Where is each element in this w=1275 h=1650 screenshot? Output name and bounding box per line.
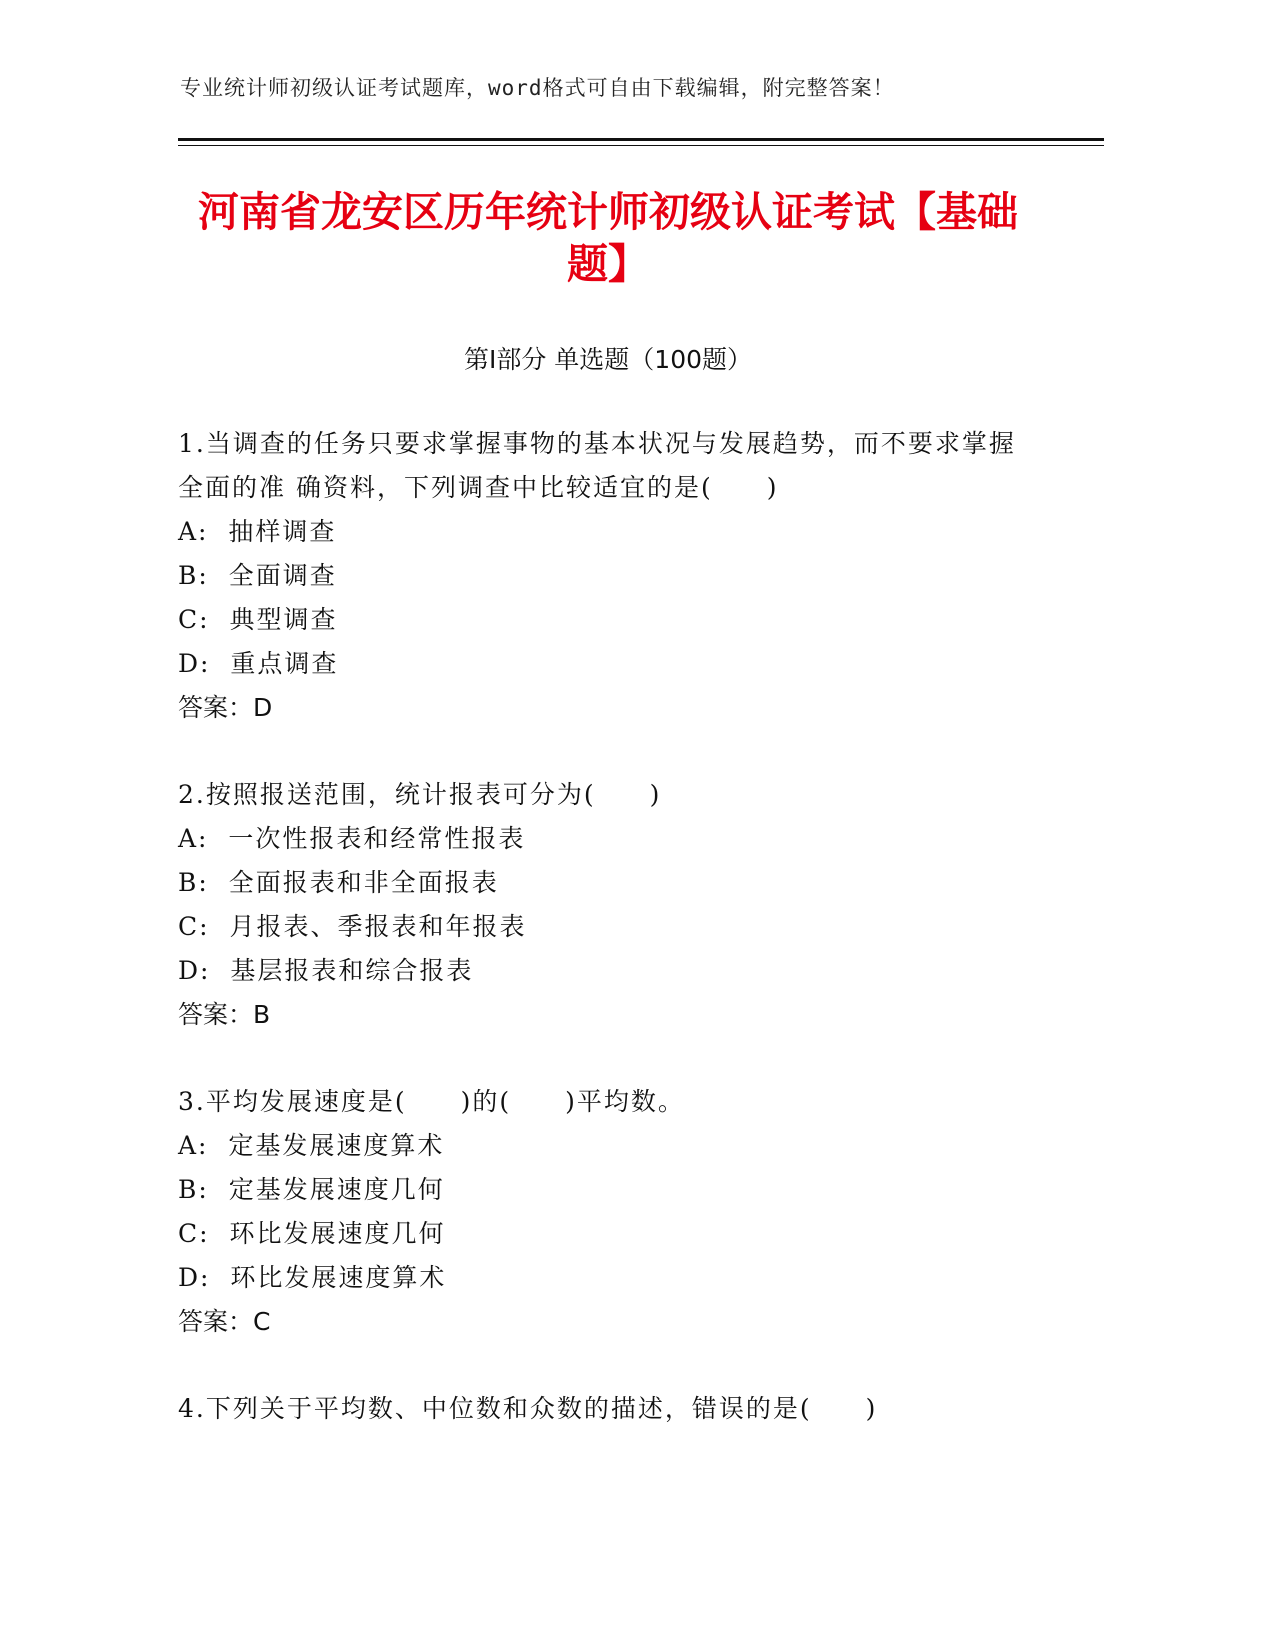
answer: 答案：C xyxy=(178,1307,271,1336)
header-rule-thin xyxy=(178,145,1104,146)
option-d: D: 基层报表和综合报表 xyxy=(178,956,474,985)
question-text: 2.按照报送范围，统计报表可分为( ) xyxy=(178,780,662,809)
option-c: C: 典型调查 xyxy=(178,605,338,634)
question-text: 3.平均发展速度是( )的( )平均数。 xyxy=(178,1087,685,1116)
question-1 xyxy=(178,422,1038,730)
option-a: A: 抽样调查 xyxy=(178,517,337,546)
page-header: 专业统计师初级认证考试题库，word格式可自由下载编辑，附完整答案！ xyxy=(180,76,895,100)
question-text: 1.当调查的任务只要求掌握事物的基本状况与发展趋势，而不要求掌握全面的准 确资料，下列调查中比较适宜的是( ) xyxy=(178,429,1016,502)
option-a: A: 一次性报表和经常性报表 xyxy=(178,824,526,853)
section-heading: 第Ⅰ部分 单选题（100题） xyxy=(463,345,753,374)
question-2 xyxy=(178,773,1038,1037)
answer: 答案：B xyxy=(178,1000,271,1029)
question-4 xyxy=(178,1387,1038,1431)
answer: 答案：D xyxy=(178,693,273,722)
option-b: B: 定基发展速度几何 xyxy=(178,1175,445,1204)
option-c: C: 环比发展速度几何 xyxy=(178,1219,446,1248)
question-3 xyxy=(178,1080,1038,1344)
option-b: B: 全面报表和非全面报表 xyxy=(178,868,499,897)
option-a: A: 定基发展速度算术 xyxy=(178,1131,445,1160)
option-d: D: 环比发展速度算术 xyxy=(178,1263,447,1292)
option-b: B: 全面调查 xyxy=(178,561,337,590)
document-title: 河南省龙安区历年统计师初级认证考试【基础题】 xyxy=(198,188,1018,288)
question-text: 4.下列关于平均数、中位数和众数的描述，错误的是( ) xyxy=(178,1394,878,1423)
option-c: C: 月报表、季报表和年报表 xyxy=(178,912,527,941)
question-list xyxy=(178,422,1038,1474)
header-rule-thick xyxy=(178,138,1104,141)
option-d: D: 重点调查 xyxy=(178,649,339,678)
